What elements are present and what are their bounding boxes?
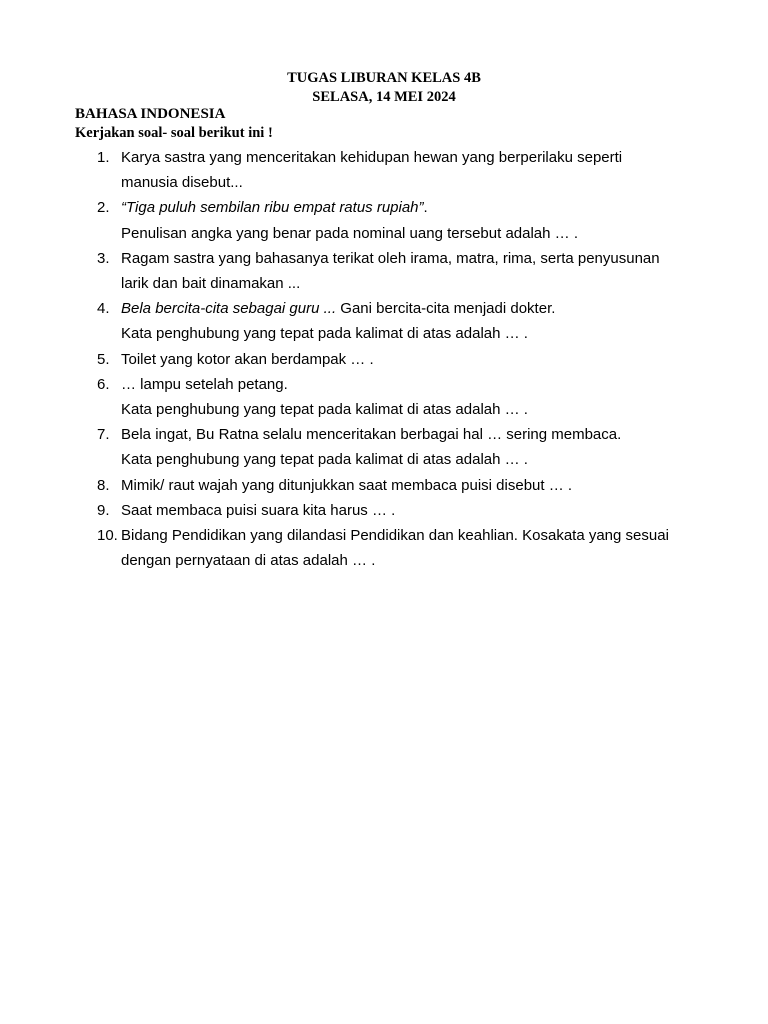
question-item-7 <box>0 422 768 472</box>
question-text-line: Saat membaca puisi suara kita harus … . <box>121 501 396 519</box>
document-date: SELASA, 14 MEI 2024 <box>312 89 456 105</box>
question-number: 7. <box>97 426 110 444</box>
question-number: 6. <box>97 375 110 393</box>
question-item-6 <box>0 372 768 422</box>
question-text-line: dengan pernyataan di atas adalah … . <box>121 552 376 570</box>
question-quote: “Tiga puluh sembilan ribu empat ratus rupiah” <box>121 199 424 217</box>
question-sentence: Gani bercita-cita menjadi dokter. <box>336 300 556 318</box>
question-item-8 <box>0 473 768 498</box>
question-number: 1. <box>97 149 110 166</box>
question-text-line: Kata penghubung yang tepat pada kalimat di atas adalah … . <box>121 325 528 343</box>
question-text-line: Bela ingat, Bu Ratna selalu menceritakan berbagai hal … sering membaca. <box>121 426 622 444</box>
question-quote-end: . <box>423 199 428 217</box>
question-text-line: Toilet yang kotor akan berdampak … . <box>121 350 374 368</box>
question-item-4 <box>0 296 768 346</box>
question-text-line: Ragam sastra yang bahasanya terikat oleh irama, matra, rima, serta penyusunan <box>121 249 660 267</box>
question-number: 10. <box>97 527 118 545</box>
question-text-line: manusia disebut... <box>121 174 243 192</box>
question-number: 5. <box>97 350 110 368</box>
question-italic-sentence: Bela bercita-cita sebagai guru ... <box>121 300 337 318</box>
question-item-9 <box>0 498 768 523</box>
question-text-line: larik dan bait dinamakan ... <box>121 275 301 293</box>
question-number: 9. <box>97 501 110 519</box>
document-title: TUGAS LIBURAN KELAS 4B <box>287 70 481 86</box>
question-list <box>0 145 768 573</box>
question-number: 2. <box>97 199 110 217</box>
question-item-10 <box>0 523 768 573</box>
question-number: 3. <box>97 249 110 267</box>
question-item-5 <box>0 347 768 372</box>
question-text-line: … lampu setelah petang. <box>121 375 288 393</box>
question-text-line: Mimik/ raut wajah yang ditunjukkan saat membaca puisi disebut … . <box>121 476 573 494</box>
question-item-1 <box>0 145 768 195</box>
question-text-line: Bidang Pendidikan yang dilandasi Pendidikan dan keahlian. Kosakata yang sesuai <box>121 527 669 545</box>
subject-heading: BAHASA INDONESIA <box>75 106 226 122</box>
question-number: 8. <box>97 476 110 494</box>
question-text-line: Kata penghubung yang tepat pada kalimat di atas adalah … . <box>121 401 528 419</box>
question-item-2 <box>0 195 768 245</box>
instruction-text: Kerjakan soal- soal berikut ini ! <box>75 125 273 141</box>
question-text-line: Karya sastra yang menceritakan kehidupan hewan yang berperilaku seperti <box>121 149 623 166</box>
question-text-line: Kata penghubung yang tepat pada kalimat di atas adalah … . <box>121 451 528 469</box>
question-text-line: Penulisan angka yang benar pada nominal uang tersebut adalah … . <box>121 224 578 242</box>
question-item-3 <box>0 246 768 296</box>
question-number: 4. <box>97 300 110 318</box>
